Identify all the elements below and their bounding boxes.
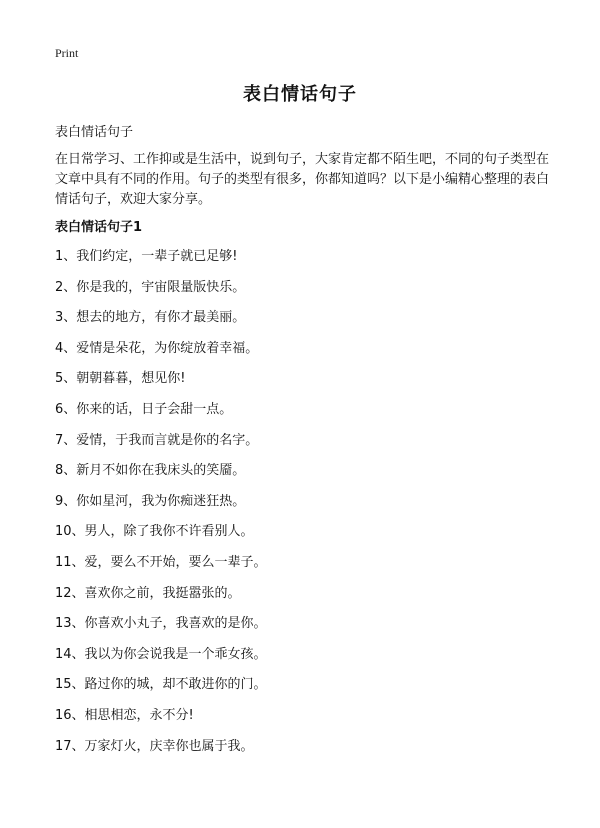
print-link[interactable]: Print	[55, 46, 79, 60]
list-item: 7、爱情，于我而言就是你的名字。	[55, 432, 259, 448]
list-item: 1、我们约定，一辈子就已足够!	[55, 249, 238, 264]
list-item: 15、路过你的城，却不敢进你的门。	[55, 677, 267, 693]
document-subtitle: 表白情话句子	[55, 125, 134, 140]
list-item: 17、万家灯火，庆幸你也属于我。	[55, 738, 254, 754]
list-item: 2、你是我的，宇宙限量版快乐。	[55, 279, 246, 295]
list-item: 5、朝朝暮暮，想见你!	[55, 371, 186, 387]
list-item: 12、喜欢你之前，我挺嚣张的。	[55, 585, 241, 601]
list-item: 9、你如星河，我为你痴迷狂热。	[55, 493, 246, 509]
list-item: 3、想去的地方，有你才最美丽。	[55, 310, 246, 326]
section-heading: 表白情话句子1	[55, 220, 143, 235]
intro-paragraph: 在日常学习、工作抑或是生活中，说到句子，大家肯定都不陌生吧，不同的句子类型在文章中具有不同的作用。句子的类型有很多，你都知道吗？以下是小编精心整理的表白情话句子，欢迎大家分享。	[55, 152, 550, 207]
list-item: 8、新月不如你在我床头的笑靥。	[55, 463, 246, 479]
list-item: 11、爱，要么不开始，要么一辈子。	[55, 554, 267, 570]
list-item: 16、相思相恋，永不分!	[55, 707, 194, 723]
list-item: 6、你来的话，日子会甜一点。	[55, 401, 233, 417]
sentence-list	[55, 247, 267, 767]
list-item: 4、爱情是朵花，为你绽放着幸福。	[55, 340, 259, 356]
list-item: 14、我以为你会说我是一个乖女孩。	[55, 646, 267, 662]
document-title: 表白情话句子	[243, 84, 357, 105]
list-item: 10、男人，除了我你不许看别人。	[55, 524, 254, 540]
list-item: 13、你喜欢小丸子，我喜欢的是你。	[55, 616, 267, 632]
